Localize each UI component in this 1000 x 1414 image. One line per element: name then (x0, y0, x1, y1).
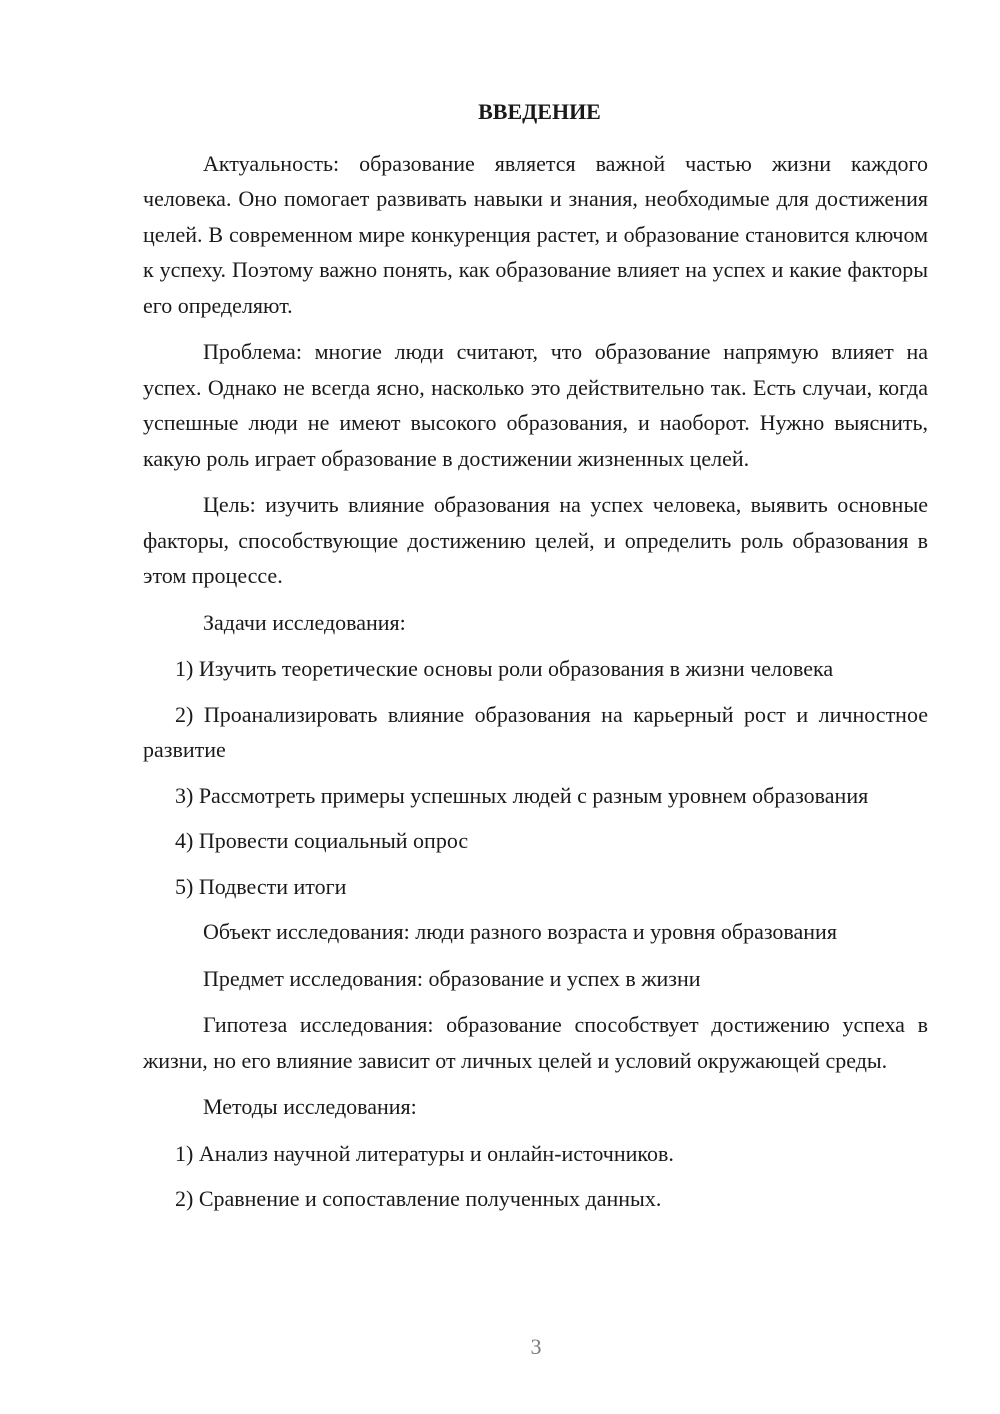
object-paragraph: Объект исследования: люди разного возраста и уровня образования (203, 919, 837, 944)
subject-paragraph: Предмет исследования: образование и успех в жизни (203, 965, 701, 991)
task-item-3: 3) Рассмотреть примеры успешных людей с разным уровнем образования (175, 782, 869, 808)
page-content (143, 94, 928, 1227)
task-item-2: 2) Проанализировать влияние образования на карьерный рост и личностное развитие (143, 701, 928, 762)
hypothesis-paragraph: Гипотеза исследования: образование способствует достижению успеха в жизни, но его влияние зависит от личных целей и условий окружающей среды. (143, 1012, 928, 1073)
task-item-5: 5) Подвести итоги (175, 873, 347, 899)
tasks-label: Задачи исследования: (203, 609, 406, 635)
problem-paragraph: Проблема: многие люди считают, что образование напрямую влияет на успех. Однако не всегда ясно, насколько это действительно так. Есть случаи, когда успешные люди не имеют высокого образования, и наоборот. Нужно выяснить, какую роль играет образование в достижении жизненных целей. (143, 339, 928, 471)
methods-label: Методы исследования: (203, 1094, 417, 1119)
section-heading: ВВЕДЕНИЕ (478, 99, 601, 124)
goal-paragraph: Цель: изучить влияние образования на успех человека, выявить основные факторы, способствующие достижению целей, и определить роль образования в этом процессе. (143, 492, 928, 588)
page-number: 3 (530, 1334, 542, 1359)
task-item-4: 4) Провести социальный опрос (175, 828, 469, 853)
task-item-1: 1) Изучить теоретические основы роли образования в жизни человека (175, 656, 834, 681)
method-item-1: 1) Анализ научной литературы и онлайн-источников. (175, 1140, 674, 1166)
relevance-paragraph: Актуальность: образование является важной частью жизни каждого человека. Оно помогает развивать навыки и знания, необходимые для достижения целей. В современном мире конкуренция растет, и образование становится ключом к успеху. Поэтому важно понять, как образование влияет на успех и какие факторы его определяют. (143, 150, 928, 318)
method-item-2: 2) Сравнение и сопоставление полученных данных. (175, 1186, 662, 1211)
